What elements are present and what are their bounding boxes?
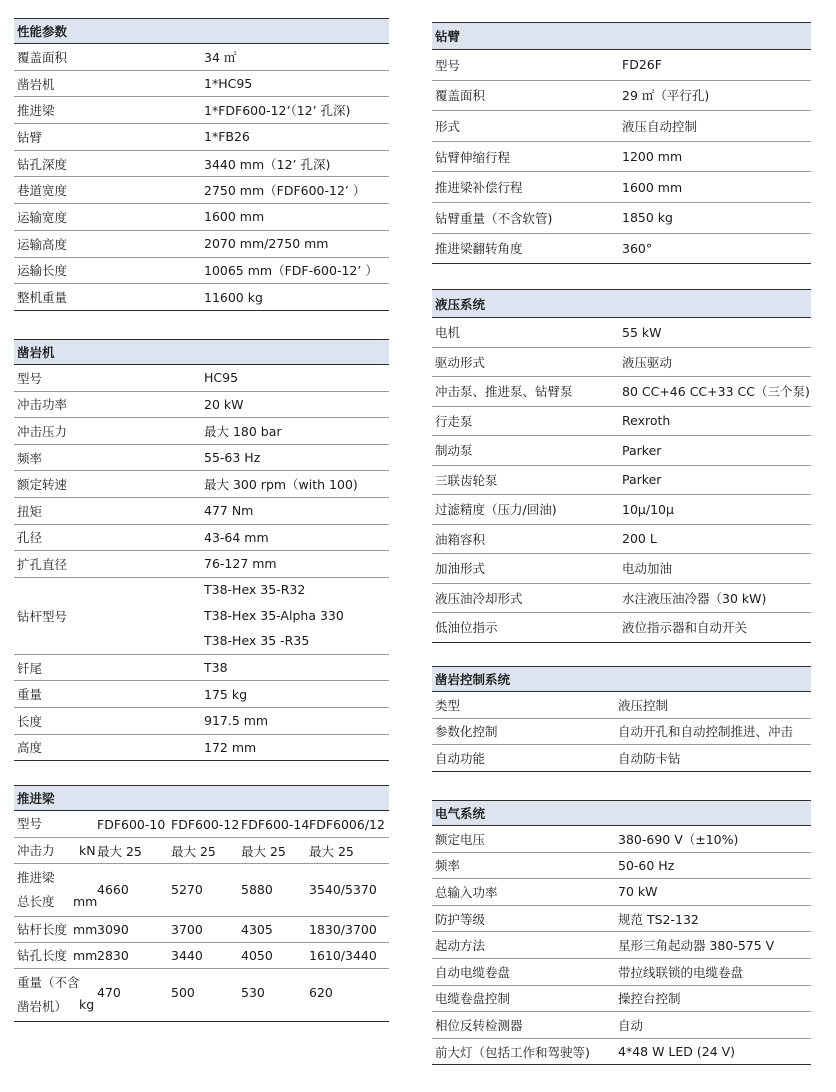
spec-value: 电动加油 xyxy=(622,561,673,577)
spec-label: 钻臂重量（不含软管) xyxy=(435,210,553,226)
value-cell: 1610/3440 xyxy=(309,948,377,963)
value-cell: 最大 25 xyxy=(309,843,354,859)
value-cell: 最大 25 xyxy=(241,843,286,859)
spec-label: 推进梁 xyxy=(17,870,55,885)
spec-row xyxy=(14,231,389,258)
section-title: 凿岩控制系统 xyxy=(432,666,811,692)
feed-header-row xyxy=(14,811,389,838)
spec-row xyxy=(14,655,389,682)
spec-label: 油箱容积 xyxy=(435,531,486,547)
spec-row xyxy=(432,50,811,81)
spec-value-list xyxy=(204,578,344,654)
section-title: 钻臂 xyxy=(432,22,811,50)
feed-total-length-row xyxy=(14,864,389,917)
unit-cell: mm xyxy=(73,894,98,909)
spec-label: 型号 xyxy=(17,816,43,831)
spec-value: 带拉线联锁的电缆卷盘 xyxy=(618,964,744,980)
spec-row xyxy=(14,445,389,472)
feed-hole-length-row xyxy=(14,943,389,969)
spec-label: 低油位指示 xyxy=(435,620,498,636)
value-cell: 2830 xyxy=(97,948,129,963)
spec-value: 360° xyxy=(622,240,653,256)
value-cell: 3090 xyxy=(97,922,129,937)
spec-value: 操控台控制 xyxy=(618,991,681,1007)
rock-drill-section xyxy=(14,339,389,761)
spec-row xyxy=(432,172,811,203)
spec-label: 冲击力 xyxy=(17,842,55,858)
feed-impact-row xyxy=(14,838,389,864)
spec-label: 制动泵 xyxy=(435,443,473,459)
spec-label: 相位反转检测器 xyxy=(435,1017,523,1033)
spec-value: T38-Hex 35-Alpha 330 xyxy=(204,607,344,623)
spec-value: 20 kW xyxy=(204,396,244,412)
value-cell: 5270 xyxy=(171,882,203,897)
spec-label: 凿岩机 xyxy=(17,76,55,92)
spec-label: 自动电缆卷盘 xyxy=(435,964,511,980)
spec-value: 43-64 mm xyxy=(204,529,269,545)
section-title: 电气系统 xyxy=(432,800,811,826)
spec-value: 11600 kg xyxy=(204,289,263,305)
spec-value: 自动开孔和自动控制推进、冲击 xyxy=(618,724,794,740)
spec-label: 冲击泵、推进泵、钻臂泵 xyxy=(435,384,573,400)
spec-label: 高度 xyxy=(17,740,43,756)
spec-row xyxy=(432,879,811,906)
spec-value: 1*HC95 xyxy=(204,76,253,92)
spec-value: 80 CC+46 CC+33 CC（三个泵) xyxy=(622,384,810,400)
spec-row xyxy=(432,466,811,496)
spec-value: 水注液压油冷器（30 kW) xyxy=(622,590,767,606)
section-title: 推进梁 xyxy=(14,785,389,811)
value-cell: 3440 xyxy=(171,948,203,963)
spec-label: 重量（不含 xyxy=(17,975,80,990)
spec-value: 液压自动控制 xyxy=(622,118,698,134)
spec-row xyxy=(432,407,811,437)
spec-row xyxy=(432,959,811,986)
spec-label: 电缆卷盘控制 xyxy=(435,991,511,1007)
spec-label: 钎尾 xyxy=(17,660,43,676)
spec-label: 覆盖面积 xyxy=(435,88,486,104)
spec-label: 钻杆长度 xyxy=(17,921,68,937)
spec-label: 运输宽度 xyxy=(17,209,68,225)
spec-value: 2070 mm/2750 mm xyxy=(204,236,329,252)
spec-label: 扭矩 xyxy=(17,503,43,519)
spec-value: 自动防卡钻 xyxy=(618,750,681,766)
unit-cell: mm xyxy=(73,922,98,937)
spec-value: FD26F xyxy=(622,57,662,73)
spec-value: 液压驱动 xyxy=(622,354,673,370)
spec-value: 76-127 mm xyxy=(204,556,277,572)
spec-label: 覆盖面积 xyxy=(17,49,68,65)
spec-label: 推进梁 xyxy=(17,103,55,119)
model-cell: FDF600-14 xyxy=(241,816,310,832)
spec-row xyxy=(432,745,811,772)
spec-label: 自动功能 xyxy=(435,750,486,766)
spec-row xyxy=(14,44,389,71)
spec-label: 冲击压力 xyxy=(17,423,68,439)
spec-row xyxy=(14,124,389,151)
spec-value: 1*FDF600-12’（12’ 孔深) xyxy=(204,103,351,119)
spec-row xyxy=(14,258,389,285)
spec-label: 额定电压 xyxy=(435,831,486,847)
value-cell: 1830/3700 xyxy=(309,922,377,937)
spec-label: 钻孔深度 xyxy=(17,156,68,172)
spec-label: 钻臂 xyxy=(17,129,43,145)
value-cell: 3540/5370 xyxy=(309,882,377,897)
spec-label: 加油形式 xyxy=(435,561,486,577)
spec-label: 孔径 xyxy=(17,530,43,546)
spec-row xyxy=(432,234,811,265)
spec-value: 3440 mm（12’ 孔深) xyxy=(204,156,331,172)
spec-label: 起动方法 xyxy=(435,938,486,954)
spec-row xyxy=(14,151,389,178)
spec-value: 175 kg xyxy=(204,686,248,702)
spec-row xyxy=(432,81,811,112)
spec-label: 过滤精度（压力/回油) xyxy=(435,502,557,518)
spec-label: 长度 xyxy=(17,713,43,729)
spec-value: 10065 mm（FDF-600-12’ ） xyxy=(204,263,378,279)
spec-value: 1200 mm xyxy=(622,149,683,165)
spec-row xyxy=(432,826,811,853)
section-title: 液压系统 xyxy=(432,289,811,318)
spec-value: 380-690 V（±10%) xyxy=(618,831,739,847)
spec-label: 频率 xyxy=(17,450,43,466)
value-cell: 3700 xyxy=(171,922,203,937)
spec-label: 总长度 xyxy=(17,894,55,909)
spec-row xyxy=(432,348,811,378)
spec-label: 钻臂伸缩行程 xyxy=(435,149,511,165)
spec-value: 29 ㎡（平行孔) xyxy=(622,88,710,104)
spec-value: 200 L xyxy=(622,531,657,547)
value-cell: 470 xyxy=(97,985,121,1000)
spec-label: 参数化控制 xyxy=(435,724,498,740)
spec-label: 类型 xyxy=(435,697,461,713)
value-cell: 500 xyxy=(171,985,195,1000)
spec-label: 整机重量 xyxy=(17,290,68,306)
spec-value: 规范 TS2-132 xyxy=(618,911,699,927)
spec-label: 巷道宽度 xyxy=(17,183,68,199)
spec-label: 重量 xyxy=(17,687,43,703)
spec-value: 液位指示器和自动开关 xyxy=(622,620,748,636)
spec-row xyxy=(432,495,811,525)
spec-label: 推进梁补偿行程 xyxy=(435,180,523,196)
spec-value: 55 kW xyxy=(622,324,662,340)
spec-label: 防护等级 xyxy=(435,911,486,927)
spec-label: 行走泵 xyxy=(435,413,473,429)
spec-value: 50-60 Hz xyxy=(618,857,675,873)
hydraulic-section xyxy=(432,289,811,643)
spec-label: 凿岩机） xyxy=(17,999,68,1014)
spec-value: T38 xyxy=(204,660,228,676)
spec-value: T38-Hex 35-R32 xyxy=(204,582,306,598)
unit-cell: kg xyxy=(79,997,95,1012)
spec-label: 三联齿轮泵 xyxy=(435,472,498,488)
feed-beam-section xyxy=(14,785,389,1022)
spec-row xyxy=(432,1012,811,1039)
spec-label: 形式 xyxy=(435,118,461,134)
rock-control-section xyxy=(432,666,811,772)
spec-row xyxy=(432,203,811,234)
spec-value: 最大 180 bar xyxy=(204,423,282,439)
spec-row xyxy=(432,692,811,719)
spec-value: 自动 xyxy=(618,1017,644,1033)
value-cell: 620 xyxy=(309,985,333,1000)
value-cell: 最大 25 xyxy=(97,843,142,859)
spec-row xyxy=(432,318,811,348)
spec-row xyxy=(432,377,811,407)
spec-row xyxy=(432,986,811,1013)
spec-value: 1600 mm xyxy=(204,209,265,225)
spec-label: 电机 xyxy=(435,325,461,341)
model-cell: FDF600-12 xyxy=(171,816,240,832)
spec-label: 总输入功率 xyxy=(435,884,498,900)
spec-value: 2750 mm（FDF600-12’ ） xyxy=(204,183,366,199)
spec-row xyxy=(432,142,811,173)
spec-label: 运输高度 xyxy=(17,236,68,252)
spec-row xyxy=(432,111,811,142)
spec-row xyxy=(432,613,811,643)
spec-value: 1*FB26 xyxy=(204,129,250,145)
spec-row xyxy=(14,471,389,498)
spec-row xyxy=(14,525,389,552)
spec-row xyxy=(432,584,811,614)
unit-cell: kN xyxy=(79,843,96,858)
spec-row xyxy=(432,906,811,933)
spec-value: 星形三角起动器 380-575 V xyxy=(618,938,775,954)
section-title: 凿岩机 xyxy=(14,339,389,365)
spec-label: 扩孔直径 xyxy=(17,556,68,572)
feed-rod-length-row xyxy=(14,917,389,943)
spec-row xyxy=(432,436,811,466)
spec-value: 液压控制 xyxy=(618,697,669,713)
spec-value: 55-63 Hz xyxy=(204,450,261,466)
spec-row xyxy=(14,735,389,762)
performance-section xyxy=(14,18,389,311)
spec-label: 液压油冷却形式 xyxy=(435,590,523,606)
spec-row xyxy=(14,498,389,525)
spec-row xyxy=(432,554,811,584)
spec-label: 额定转速 xyxy=(17,477,68,493)
value-cell: 530 xyxy=(241,985,265,1000)
spec-label: 型号 xyxy=(435,57,461,73)
unit-cell: mm xyxy=(73,948,98,963)
spec-row xyxy=(14,204,389,231)
model-cell: FDF6006/12 xyxy=(309,816,385,832)
spec-label: 冲击功率 xyxy=(17,397,68,413)
spec-row xyxy=(432,932,811,959)
spec-row xyxy=(14,681,389,708)
spec-row xyxy=(14,392,389,419)
spec-value: Parker xyxy=(622,472,662,488)
spec-label: 前大灯（包括工作和驾驶等) xyxy=(435,1044,590,1060)
spec-row xyxy=(14,97,389,124)
spec-label: 钻杆型号 xyxy=(17,608,68,624)
electric-section xyxy=(432,800,811,1065)
value-cell: 最大 25 xyxy=(171,843,216,859)
boom-section xyxy=(432,22,811,264)
spec-value: 1600 mm xyxy=(622,179,683,195)
value-cell: 4050 xyxy=(241,948,273,963)
feed-weight-row xyxy=(14,969,389,1022)
spec-value: 最大 300 rpm（with 100) xyxy=(204,477,358,493)
spec-value: 34 ㎡ xyxy=(204,49,237,65)
spec-value: 917.5 mm xyxy=(204,713,269,729)
spec-row xyxy=(14,284,389,311)
spec-row xyxy=(14,708,389,735)
spec-value: 70 kW xyxy=(618,884,658,900)
spec-value: T38-Hex 35 -R35 xyxy=(204,633,310,649)
spec-label: 钻孔长度 xyxy=(17,947,68,963)
spec-row xyxy=(14,177,389,204)
spec-value: 477 Nm xyxy=(204,503,254,519)
spec-value: 10μ/10μ xyxy=(622,501,674,517)
spec-label: 型号 xyxy=(17,370,43,386)
spec-row xyxy=(432,1039,811,1066)
spec-label: 运输长度 xyxy=(17,263,68,279)
value-cell: 4660 xyxy=(97,882,129,897)
spec-value: HC95 xyxy=(204,370,239,386)
spec-row xyxy=(14,418,389,445)
spec-row xyxy=(432,853,811,880)
spec-row xyxy=(14,578,389,655)
spec-label: 频率 xyxy=(435,858,461,874)
spec-row xyxy=(432,719,811,746)
spec-row xyxy=(432,525,811,555)
spec-value: Rexroth xyxy=(622,413,671,429)
value-cell: 5880 xyxy=(241,882,273,897)
value-cell: 4305 xyxy=(241,922,273,937)
spec-value: 1850 kg xyxy=(622,210,673,226)
spec-value: Parker xyxy=(622,442,662,458)
spec-row xyxy=(14,551,389,578)
spec-value: 4*48 W LED (24 V) xyxy=(618,1044,736,1060)
model-cell: FDF600-10 xyxy=(97,816,166,832)
spec-label: 推进梁翻转角度 xyxy=(435,241,523,257)
spec-row xyxy=(14,365,389,392)
spec-label: 驱动形式 xyxy=(435,354,486,370)
spec-row xyxy=(14,71,389,98)
spec-value: 172 mm xyxy=(204,739,257,755)
section-title: 性能参数 xyxy=(14,18,389,44)
